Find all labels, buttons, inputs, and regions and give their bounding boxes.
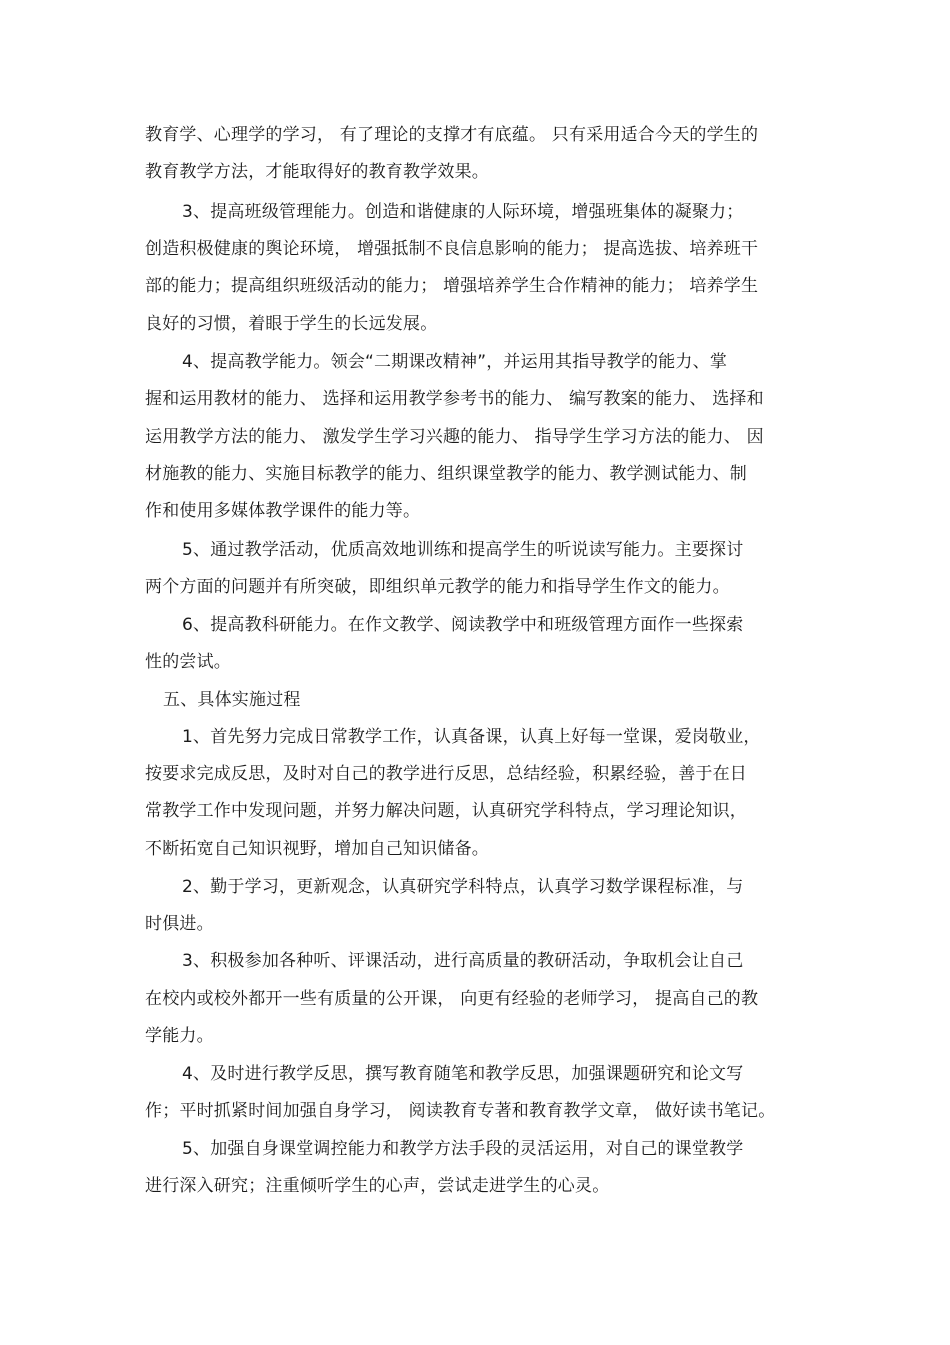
text-line: 教育学、心理学的学习， 有了理论的支撑才有底蕴。 只有采用适合今天的学生的 [145, 125, 759, 145]
text-line: 作和使用多媒体教学课件的能力等。 [145, 501, 421, 521]
text-line: 不断拓宽自己知识视野，增加自己知识储备。 [145, 839, 489, 859]
text-line: 按要求完成反思，及时对自己的教学进行反思，总结经验，积累经验，善于在日 [145, 764, 747, 784]
text-line: 进行深入研究；注重倾听学生的心声，尝试走进学生的心灵。 [145, 1176, 610, 1196]
text-line: 5、加强自身课堂调控能力和教学方法手段的灵活运用，对自己的课堂教学 [182, 1139, 744, 1159]
text-line: 部的能力；提高组织班级活动的能力； 增强培养学生合作精神的能力； 培养学生 [145, 276, 759, 296]
section-heading: 五、具体实施过程 [163, 690, 301, 710]
text-line: 6、提高教科研能力。在作文教学、阅读教学中和班级管理方面作一些探索 [182, 615, 744, 635]
text-line: 5、通过教学活动，优质高效地训练和提高学生的听说读写能力。主要探讨 [182, 540, 744, 560]
text-line: 时俱进。 [145, 914, 214, 934]
text-line: 4、及时进行教学反思，撰写教育随笔和教学反思，加强课题研究和论文写 [182, 1064, 744, 1084]
text-line: 创造积极健康的舆论环境， 增强抵制不良信息影响的能力； 提高选拔、培养班干 [145, 239, 759, 259]
text-line: 学能力。 [145, 1026, 214, 1046]
text-line: 材施教的能力、实施目标教学的能力、组织课堂教学的能力、教学测试能力、制 [145, 464, 747, 484]
text-line: 作；平时抓紧时间加强自身学习， 阅读教育专著和教育教学文章， 做好读书笔记。 [145, 1101, 776, 1121]
text-line: 两个方面的问题并有所突破，即组织单元教学的能力和指导学生作文的能力。 [145, 577, 730, 597]
text-line: 常教学工作中发现问题，并努力解决问题，认真研究学科特点，学习理论知识， [145, 801, 747, 821]
text-line: 性的尝试。 [145, 652, 231, 672]
text-line: 1、首先努力完成日常教学工作，认真备课，认真上好每一堂课，爱岗敬业， [182, 727, 761, 747]
text-line: 握和运用教材的能力、 选择和运用教学参考书的能力、 编写教案的能力、 选择和 [145, 389, 764, 409]
text-line: 在校内或校外都开一些有质量的公开课， 向更有经验的老师学习， 提高自己的教 [145, 989, 759, 1009]
text-line: 运用教学方法的能力、 激发学生学习兴趣的能力、 指导学生学习方法的能力、 因 [145, 427, 764, 447]
text-line: 教育教学方法，才能取得好的教育教学效果。 [145, 162, 489, 182]
text-line: 3、积极参加各种听、评课活动，进行高质量的教研活动，争取机会让自己 [182, 951, 744, 971]
text-line: 2、勤于学习，更新观念，认真研究学科特点，认真学习数学课程标准，与 [182, 877, 744, 897]
text-line: 4、提高教学能力。领会“二期课改精神”，并运用其指导教学的能力、掌 [182, 352, 728, 372]
text-line: 3、提高班级管理能力。创造和谐健康的人际环境，增强班集体的凝聚力； [182, 202, 744, 222]
text-line: 良好的习惯，着眼于学生的长远发展。 [145, 314, 438, 334]
